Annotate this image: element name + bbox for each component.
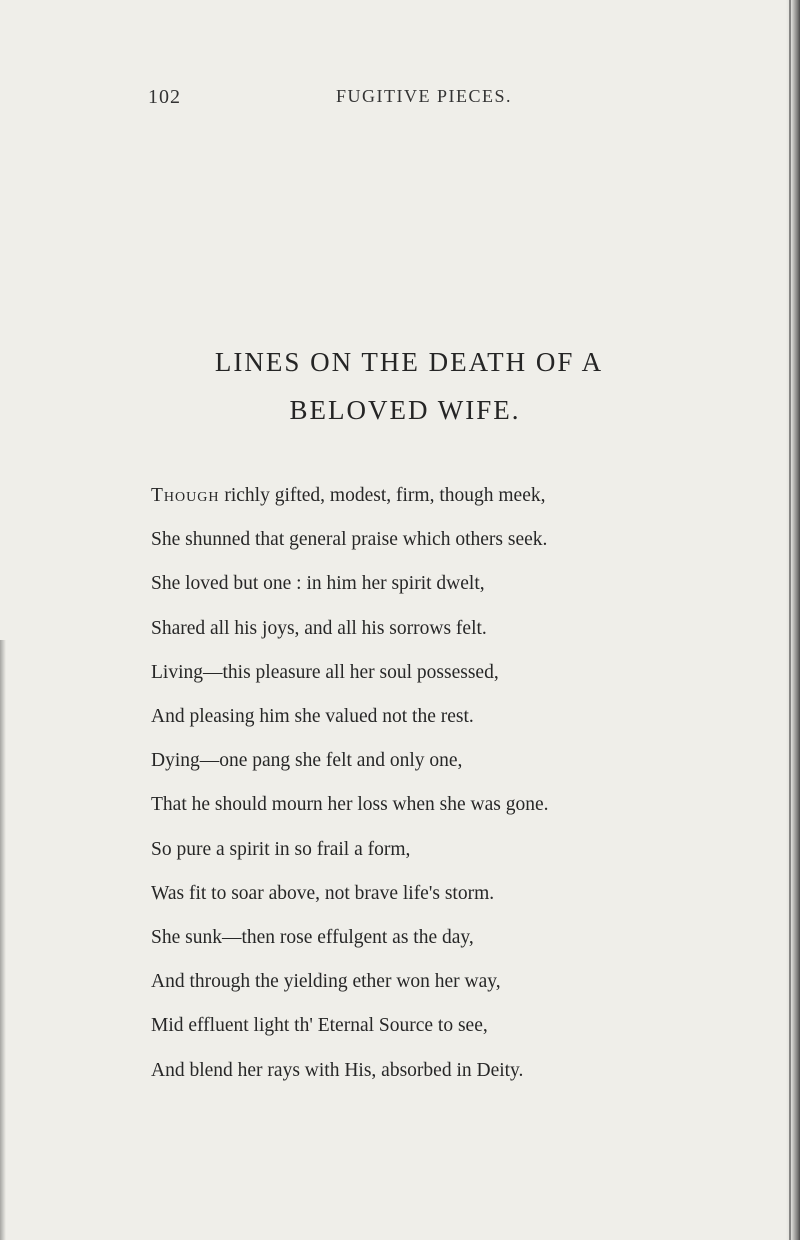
verse-line: So pure a spirit in so frail a form, (151, 838, 411, 860)
verse-line: And through the yielding ether won her way, (151, 971, 501, 993)
first-word: Though (151, 485, 220, 506)
poem-body (151, 474, 671, 1093)
page-edge-shadow-left (0, 640, 6, 1240)
verse-line: And blend her rays with His, absorbed in Deity. (151, 1059, 524, 1081)
verse-line: And pleasing him she valued not the rest. (151, 706, 474, 728)
page-edge-line-right (789, 0, 791, 1240)
verse-line: Was fit to soar above, not brave life's storm. (151, 882, 495, 904)
verse-line-1 (151, 474, 671, 518)
first-line-rest: richly gifted, modest, firm, though meek, (219, 485, 546, 506)
poem-title (0, 338, 800, 434)
verse-line: Living—this pleasure all her soul possessed, (151, 661, 499, 683)
verse-line: She loved but one : in him her spirit dwelt, (151, 573, 485, 595)
verse-line: Dying—one pang she felt and only one, (151, 750, 463, 772)
poem-title-line-1: LINES ON THE DEATH OF A (214, 347, 604, 377)
verse-line: Shared all his joys, and all his sorrows felt. (151, 617, 487, 639)
running-head (0, 86, 800, 116)
verse-line: She shunned that general praise which others seek. (151, 529, 548, 551)
poem-title-line-2: BELOVED WIFE. (289, 395, 521, 425)
running-title: FUGITIVE PIECES. (336, 86, 512, 106)
verse-line: She sunk—then rose effulgent as the day, (151, 927, 474, 949)
page-number: 102 (148, 86, 181, 108)
verse-line: Mid effluent light th' Eternal Source to see, (151, 1015, 488, 1037)
verse-line: That he should mourn her loss when she was gone. (151, 794, 549, 816)
